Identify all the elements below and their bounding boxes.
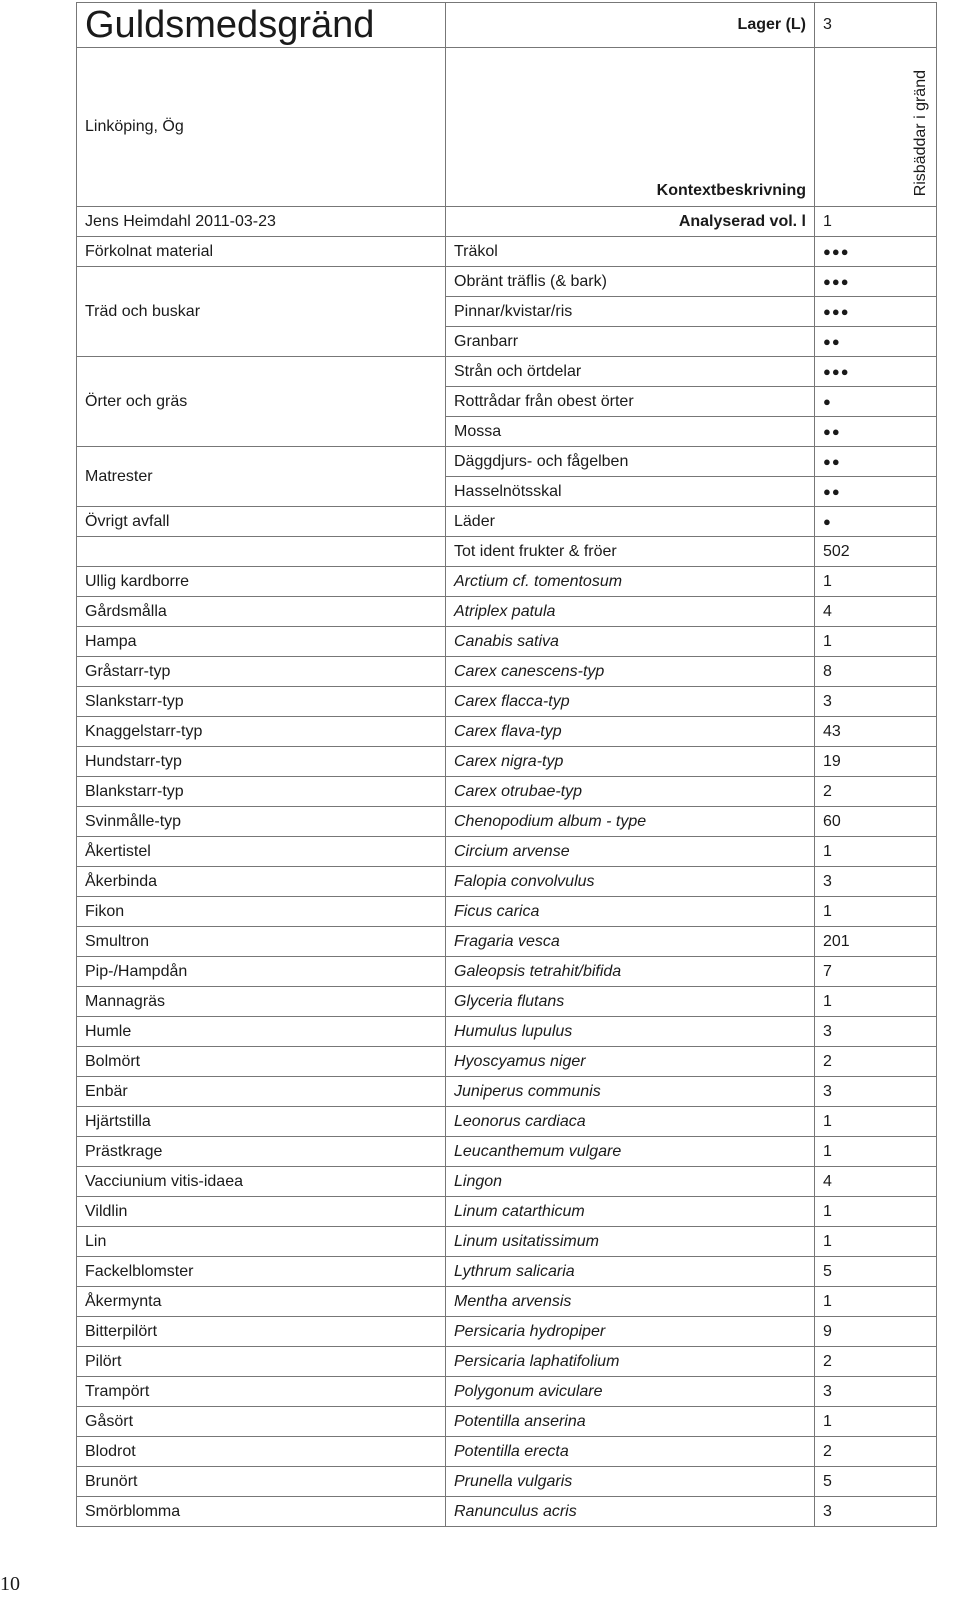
species-swedish-name: Pilört	[77, 1347, 446, 1377]
species-swedish-name: Ullig kardborre	[77, 567, 446, 597]
species-swedish-name: Hampa	[77, 627, 446, 657]
abundance-dots: ●●	[823, 483, 841, 499]
species-row	[77, 747, 937, 777]
title-row	[77, 3, 937, 48]
species-latin-name: Polygonum aviculare	[446, 1377, 815, 1407]
species-row	[77, 1407, 937, 1437]
species-latin-name: Falopia convolvulus	[446, 867, 815, 897]
species-count: 2	[815, 1047, 937, 1077]
species-swedish-name: Fikon	[77, 897, 446, 927]
species-row	[77, 567, 937, 597]
material-abundance	[815, 237, 937, 267]
species-latin-name: Persicaria hydropiper	[446, 1317, 815, 1347]
species-count: 1	[815, 1287, 937, 1317]
analyst-row	[77, 207, 937, 237]
page-number: 10	[0, 1573, 20, 1595]
species-count: 4	[815, 1167, 937, 1197]
material-row	[77, 447, 937, 477]
analyzed-label: Analyserad vol. l	[446, 207, 815, 237]
species-row	[77, 1017, 937, 1047]
species-latin-name: Fragaria vesca	[446, 927, 815, 957]
total-empty	[77, 537, 446, 567]
species-latin-name: Carex nigra-typ	[446, 747, 815, 777]
context-label-cell	[446, 48, 815, 207]
species-swedish-name: Gårdsmålla	[77, 597, 446, 627]
species-latin-name: Arctium cf. tomentosum	[446, 567, 815, 597]
species-row	[77, 627, 937, 657]
material-abundance	[815, 357, 937, 387]
species-row	[77, 867, 937, 897]
species-latin-name: Leonorus cardiaca	[446, 1107, 815, 1137]
species-latin-name: Atriplex patula	[446, 597, 815, 627]
species-latin-name: Lythrum salicaria	[446, 1257, 815, 1287]
species-swedish-name: Mannagräs	[77, 987, 446, 1017]
species-row	[77, 1137, 937, 1167]
material-abundance	[815, 387, 937, 417]
abundance-dots: ●●●	[823, 243, 850, 259]
species-count: 3	[815, 1077, 937, 1107]
site-title: Guldsmedsgränd	[77, 3, 446, 48]
abundance-dots: ●●	[823, 453, 841, 469]
abundance-dots: ●●●	[823, 303, 850, 319]
species-count: 43	[815, 717, 937, 747]
material-abundance	[815, 297, 937, 327]
material-item: Hasselnötsskal	[446, 477, 815, 507]
species-row	[77, 987, 937, 1017]
lager-value: 3	[815, 3, 937, 48]
species-swedish-name: Fackelblomster	[77, 1257, 446, 1287]
species-count: 19	[815, 747, 937, 777]
material-item: Träkol	[446, 237, 815, 267]
abundance-dots: ●	[823, 513, 832, 529]
species-swedish-name: Lin	[77, 1227, 446, 1257]
species-latin-name: Leucanthemum vulgare	[446, 1137, 815, 1167]
material-item: Pinnar/kvistar/ris	[446, 297, 815, 327]
species-latin-name: Linum catarthicum	[446, 1197, 815, 1227]
abundance-dots: ●●	[823, 423, 841, 439]
material-item: Obränt träflis (& bark)	[446, 267, 815, 297]
abundance-dots: ●●	[823, 333, 841, 349]
species-swedish-name: Hjärtstilla	[77, 1107, 446, 1137]
total-label: Tot ident frukter & fröer	[446, 537, 815, 567]
species-swedish-name: Enbär	[77, 1077, 446, 1107]
species-latin-name: Ranunculus acris	[446, 1497, 815, 1527]
species-row	[77, 1377, 937, 1407]
material-item: Granbarr	[446, 327, 815, 357]
species-count: 1	[815, 1407, 937, 1437]
species-count: 3	[815, 687, 937, 717]
species-row	[77, 1167, 937, 1197]
species-count: 1	[815, 1107, 937, 1137]
species-count: 1	[815, 1197, 937, 1227]
species-swedish-name: Blodrot	[77, 1437, 446, 1467]
species-latin-name: Glyceria flutans	[446, 987, 815, 1017]
species-latin-name: Lingon	[446, 1167, 815, 1197]
species-count: 9	[815, 1317, 937, 1347]
species-row	[77, 1497, 937, 1527]
species-swedish-name: Bitterpilört	[77, 1317, 446, 1347]
species-latin-name: Prunella vulgaris	[446, 1467, 815, 1497]
species-row	[77, 1467, 937, 1497]
species-swedish-name: Vacciunium vitis-idaea	[77, 1167, 446, 1197]
species-swedish-name: Smörblomma	[77, 1497, 446, 1527]
material-category: Matrester	[77, 447, 446, 507]
species-swedish-name: Pip-/Hampdån	[77, 957, 446, 987]
species-swedish-name: Brunört	[77, 1467, 446, 1497]
material-category: Träd och buskar	[77, 267, 446, 357]
total-value: 502	[815, 537, 937, 567]
species-row	[77, 927, 937, 957]
species-swedish-name: Åkerbinda	[77, 867, 446, 897]
species-row	[77, 1317, 937, 1347]
species-latin-name: Humulus lupulus	[446, 1017, 815, 1047]
species-count: 2	[815, 777, 937, 807]
species-count: 1	[815, 987, 937, 1017]
species-latin-name: Persicaria laphatifolium	[446, 1347, 815, 1377]
material-row	[77, 267, 937, 297]
species-swedish-name: Smultron	[77, 927, 446, 957]
species-row	[77, 777, 937, 807]
species-row	[77, 1077, 937, 1107]
material-abundance	[815, 327, 937, 357]
abundance-dots: ●	[823, 393, 832, 409]
species-row	[77, 1347, 937, 1377]
material-row	[77, 357, 937, 387]
species-row	[77, 957, 937, 987]
species-count: 1	[815, 1137, 937, 1167]
species-row	[77, 597, 937, 627]
material-abundance	[815, 477, 937, 507]
species-count: 5	[815, 1257, 937, 1287]
species-latin-name: Galeopsis tetrahit/bifida	[446, 957, 815, 987]
species-count: 60	[815, 807, 937, 837]
material-item: Läder	[446, 507, 815, 537]
species-count: 1	[815, 897, 937, 927]
species-swedish-name: Humle	[77, 1017, 446, 1047]
species-row	[77, 897, 937, 927]
material-abundance	[815, 267, 937, 297]
species-row	[77, 687, 937, 717]
species-row	[77, 657, 937, 687]
species-latin-name: Juniperus communis	[446, 1077, 815, 1107]
species-latin-name: Carex flava-typ	[446, 717, 815, 747]
species-count: 8	[815, 657, 937, 687]
context-label: Kontextbeskrivning	[656, 182, 806, 199]
species-row	[77, 1197, 937, 1227]
species-count: 4	[815, 597, 937, 627]
species-count: 3	[815, 867, 937, 897]
analysis-table	[76, 2, 937, 1527]
species-latin-name: Potentilla anserina	[446, 1407, 815, 1437]
species-swedish-name: Vildlin	[77, 1197, 446, 1227]
species-count: 3	[815, 1017, 937, 1047]
species-count: 1	[815, 567, 937, 597]
analyzed-value: 1	[815, 207, 937, 237]
species-count: 1	[815, 1227, 937, 1257]
species-swedish-name: Hundstarr-typ	[77, 747, 446, 777]
context-value: Risbäddar i gränd	[912, 69, 929, 196]
species-row	[77, 1227, 937, 1257]
total-row	[77, 537, 937, 567]
species-count: 7	[815, 957, 937, 987]
species-swedish-name: Bolmört	[77, 1047, 446, 1077]
species-row	[77, 717, 937, 747]
material-category: Förkolnat material	[77, 237, 446, 267]
material-category: Örter och gräs	[77, 357, 446, 447]
species-swedish-name: Svinmålle-typ	[77, 807, 446, 837]
species-row	[77, 807, 937, 837]
species-latin-name: Canabis sativa	[446, 627, 815, 657]
species-count: 3	[815, 1377, 937, 1407]
material-item: Rottrådar från obest örter	[446, 387, 815, 417]
abundance-dots: ●●●	[823, 363, 850, 379]
species-count: 5	[815, 1467, 937, 1497]
species-row	[77, 1047, 937, 1077]
species-latin-name: Circium arvense	[446, 837, 815, 867]
species-latin-name: Ficus carica	[446, 897, 815, 927]
species-latin-name: Hyoscyamus niger	[446, 1047, 815, 1077]
context-row	[77, 48, 937, 207]
species-swedish-name: Gåsört	[77, 1407, 446, 1437]
material-abundance	[815, 417, 937, 447]
lager-label: Lager (L)	[446, 3, 815, 48]
species-swedish-name: Åkertistel	[77, 837, 446, 867]
species-row	[77, 1107, 937, 1137]
species-swedish-name: Knaggelstarr-typ	[77, 717, 446, 747]
material-item: Strån och örtdelar	[446, 357, 815, 387]
species-latin-name: Chenopodium album - type	[446, 807, 815, 837]
species-swedish-name: Blankstarr-typ	[77, 777, 446, 807]
species-swedish-name: Prästkrage	[77, 1137, 446, 1167]
species-swedish-name: Slankstarr-typ	[77, 687, 446, 717]
context-value-cell	[815, 48, 937, 207]
species-row	[77, 1257, 937, 1287]
species-count: 2	[815, 1437, 937, 1467]
species-swedish-name: Trampört	[77, 1377, 446, 1407]
species-latin-name: Carex otrubae-typ	[446, 777, 815, 807]
species-swedish-name: Gråstarr-typ	[77, 657, 446, 687]
species-count: 2	[815, 1347, 937, 1377]
species-latin-name: Mentha arvensis	[446, 1287, 815, 1317]
species-latin-name: Potentilla erecta	[446, 1437, 815, 1467]
material-row	[77, 237, 937, 267]
location: Linköping, Ög	[77, 48, 446, 207]
species-swedish-name: Åkermynta	[77, 1287, 446, 1317]
species-latin-name: Carex flacca-typ	[446, 687, 815, 717]
material-item: Mossa	[446, 417, 815, 447]
species-latin-name: Carex canescens-typ	[446, 657, 815, 687]
material-row	[77, 507, 937, 537]
species-latin-name: Linum usitatissimum	[446, 1227, 815, 1257]
analyst: Jens Heimdahl 2011-03-23	[77, 207, 446, 237]
species-count: 1	[815, 837, 937, 867]
species-count: 1	[815, 627, 937, 657]
species-count: 201	[815, 927, 937, 957]
material-abundance	[815, 507, 937, 537]
material-abundance	[815, 447, 937, 477]
material-item: Däggdjurs- och fågelben	[446, 447, 815, 477]
species-row	[77, 837, 937, 867]
species-row	[77, 1437, 937, 1467]
species-row	[77, 1287, 937, 1317]
material-category: Övrigt avfall	[77, 507, 446, 537]
abundance-dots: ●●●	[823, 273, 850, 289]
species-count: 3	[815, 1497, 937, 1527]
